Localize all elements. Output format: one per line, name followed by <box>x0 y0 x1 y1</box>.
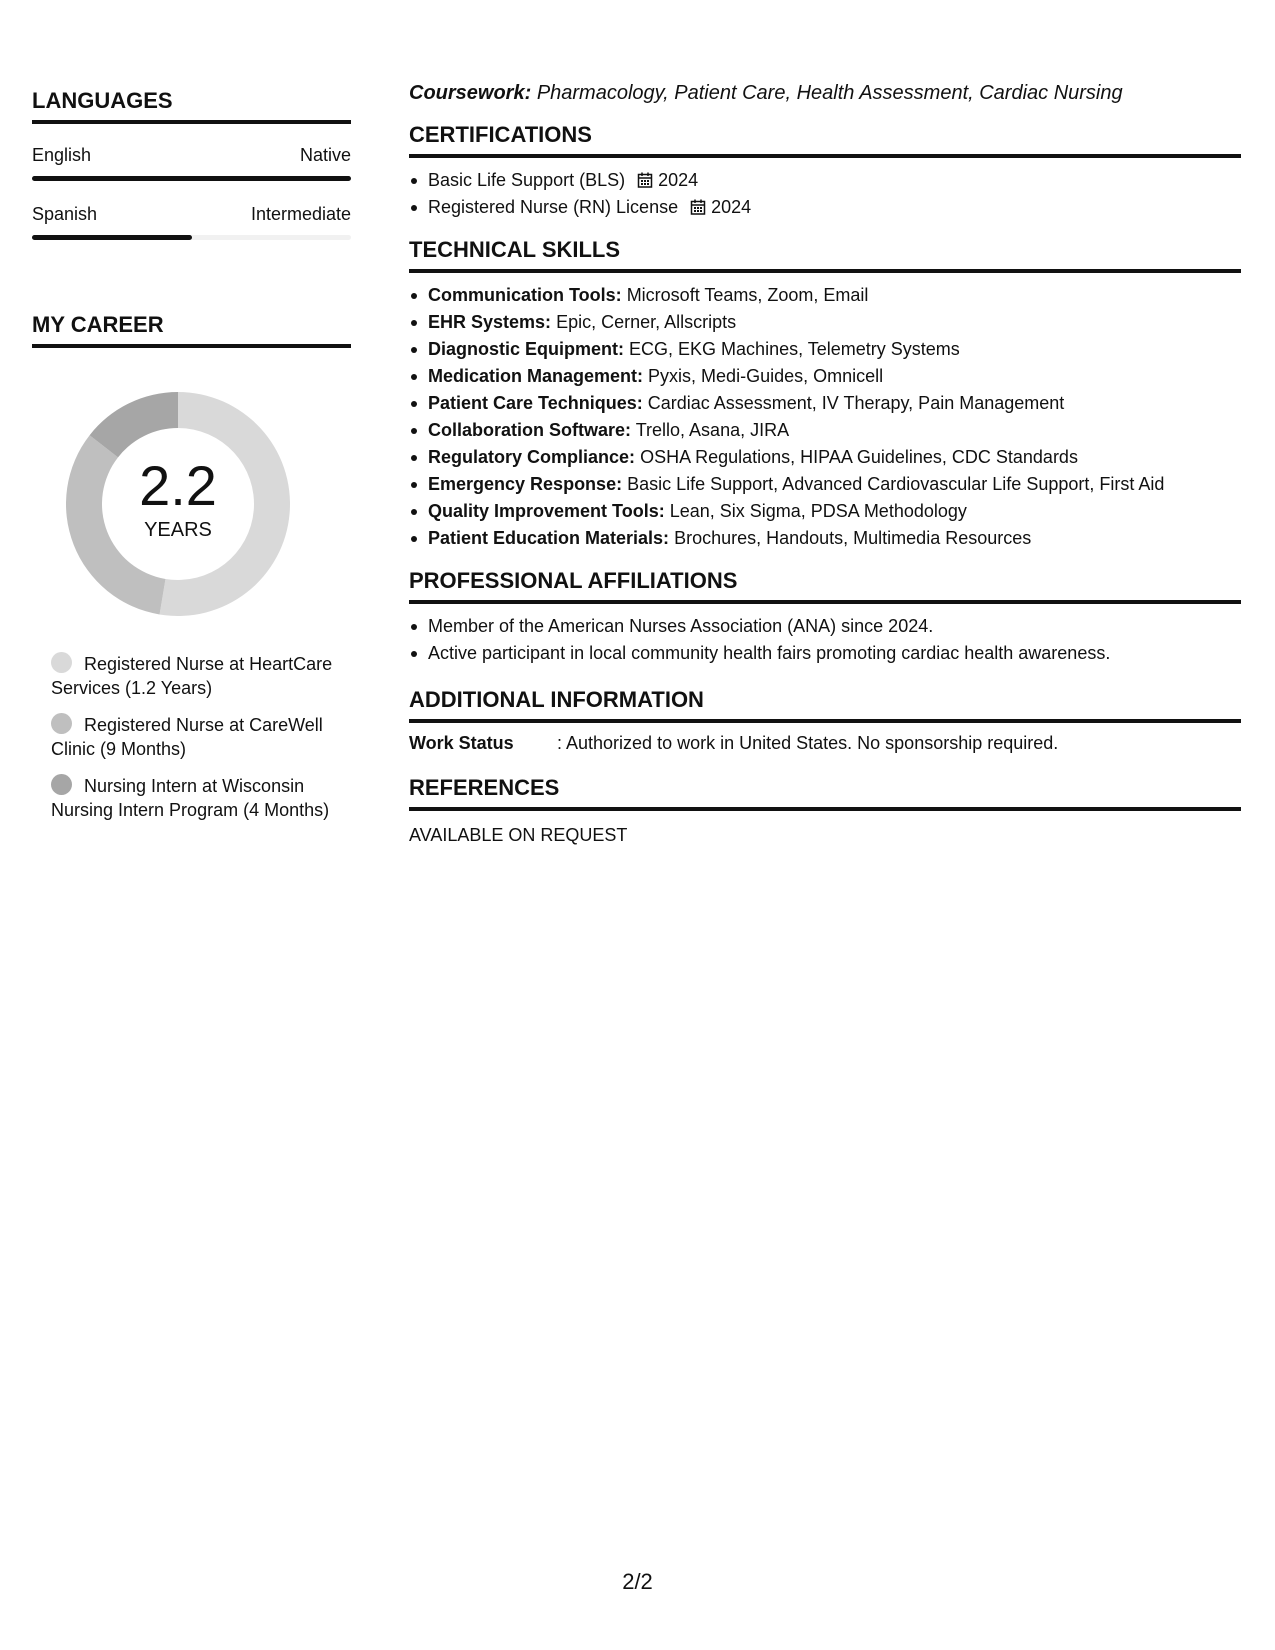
references-title: REFERENCES <box>409 775 560 800</box>
section-divider <box>409 807 1241 811</box>
section-divider <box>409 719 1241 723</box>
skill-text: Trello, Asana, JIRA <box>635 420 790 440</box>
skill-label: Regulatory Compliance: <box>428 447 636 467</box>
certifications-list <box>409 167 1241 221</box>
section-divider <box>409 600 1241 604</box>
certification-name: Registered Nurse (RN) License <box>428 197 679 217</box>
section-divider <box>32 120 351 124</box>
language-row <box>32 144 351 166</box>
career-total-unit: YEARS <box>144 519 212 541</box>
affiliations-list <box>409 613 1241 667</box>
references-text: AVAILABLE ON REQUEST <box>409 825 628 845</box>
skill-item <box>409 498 1241 525</box>
skill-item <box>409 390 1241 417</box>
legend-dot <box>51 774 72 795</box>
skill-item <box>409 417 1241 444</box>
affiliation-item: Member of the American Nurses Association (ANA) since 2024. <box>409 613 1241 640</box>
page-number: 2/2 <box>622 1569 653 1594</box>
skill-label: Collaboration Software: <box>428 420 632 440</box>
certification-year: 2024 <box>658 170 699 190</box>
skill-text: OSHA Regulations, HIPAA Guidelines, CDC Standards <box>640 447 1078 467</box>
skill-label: Patient Care Techniques: <box>428 393 643 413</box>
skill-label: Diagnostic Equipment: <box>428 339 625 359</box>
coursework-text: Pharmacology, Patient Care, Health Assessment, Cardiac Nursing <box>536 82 1123 104</box>
affiliations-title: PROFESSIONAL AFFILIATIONS <box>409 568 738 593</box>
skill-item <box>409 444 1241 471</box>
skill-text: Microsoft Teams, Zoom, Email <box>626 285 869 305</box>
affiliation-item: Active participant in local community health fairs promoting cardiac health awareness. <box>409 640 1241 667</box>
skill-item <box>409 471 1241 498</box>
right-column <box>409 80 1241 847</box>
calendar-icon <box>690 199 706 215</box>
legend-text: Nursing Intern at Wisconsin Nursing Intern Program (4 Months) <box>51 776 330 820</box>
legend-dot <box>51 652 72 673</box>
legend-text: Registered Nurse at CareWell Clinic (9 Months) <box>51 715 323 759</box>
language-level: Intermediate <box>250 204 351 224</box>
coursework-label: Coursework: <box>409 82 532 104</box>
donut-center-label <box>66 392 290 616</box>
section-divider <box>32 344 351 348</box>
legend-dot <box>51 713 72 734</box>
skill-item <box>409 282 1241 309</box>
skill-item <box>409 525 1241 552</box>
section-divider <box>409 154 1241 158</box>
skill-label: Communication Tools: <box>428 285 622 305</box>
skill-text: ECG, EKG Machines, Telemetry Systems <box>629 339 960 359</box>
career-donut-chart <box>66 392 290 616</box>
additional-info-title: ADDITIONAL INFORMATION <box>409 687 704 712</box>
certification-item <box>409 194 1241 221</box>
certifications-title: CERTIFICATIONS <box>409 122 592 147</box>
coursework-line <box>409 80 1241 106</box>
skill-label: Quality Improvement Tools: <box>428 501 665 521</box>
legend-item <box>51 774 341 822</box>
language-name: English <box>32 145 92 165</box>
skill-text: Lean, Six Sigma, PDSA Methodology <box>669 501 967 521</box>
legend-item <box>51 713 341 761</box>
skill-item <box>409 309 1241 336</box>
language-level: Native <box>299 145 351 165</box>
technical-skills-title: TECHNICAL SKILLS <box>409 237 621 262</box>
skill-text: Basic Life Support, Advanced Cardiovascular Life Support, First Aid <box>627 474 1165 494</box>
work-status-label: Work Status <box>409 733 514 753</box>
languages-title: LANGUAGES <box>32 88 173 113</box>
language-proficiency-bar <box>32 176 351 181</box>
skill-label: EHR Systems: <box>428 312 552 332</box>
skill-item <box>409 363 1241 390</box>
left-column <box>32 88 351 835</box>
skill-label: Patient Education Materials: <box>428 528 670 548</box>
language-row <box>32 203 351 225</box>
language-name: Spanish <box>32 204 98 224</box>
additional-info-section <box>409 687 1241 755</box>
legend-item <box>51 652 341 700</box>
technical-skills-list <box>409 282 1241 552</box>
language-proficiency-fill <box>32 176 351 181</box>
references-section <box>409 775 1241 847</box>
language-proficiency-fill <box>32 235 192 240</box>
work-status-value: : Authorized to work in United States. No sponsorship required. <box>557 733 1059 753</box>
certification-item <box>409 167 1241 194</box>
certification-name: Basic Life Support (BLS) <box>428 170 626 190</box>
certification-year: 2024 <box>711 197 752 217</box>
skill-text: Brochures, Handouts, Multimedia Resources <box>674 528 1032 548</box>
calendar-icon <box>637 172 653 188</box>
affiliations-section <box>409 568 1241 667</box>
career-total-years: 2.2 <box>139 454 217 517</box>
work-status-row <box>409 731 1241 755</box>
skill-text: Cardiac Assessment, IV Therapy, Pain Management <box>647 393 1065 413</box>
career-legend <box>51 652 341 822</box>
skill-item <box>409 336 1241 363</box>
skill-text: Pyxis, Medi-Guides, Omnicell <box>648 366 884 386</box>
skill-text: Epic, Cerner, Allscripts <box>556 312 737 332</box>
legend-text: Registered Nurse at HeartCare Services (1.2 Years) <box>51 654 333 698</box>
section-divider <box>409 269 1241 273</box>
language-proficiency-bar <box>32 235 351 240</box>
career-title: MY CAREER <box>32 312 164 337</box>
certifications-section <box>409 122 1241 221</box>
technical-skills-section <box>409 237 1241 552</box>
skill-label: Emergency Response: <box>428 474 623 494</box>
skill-label: Medication Management: <box>428 366 644 386</box>
